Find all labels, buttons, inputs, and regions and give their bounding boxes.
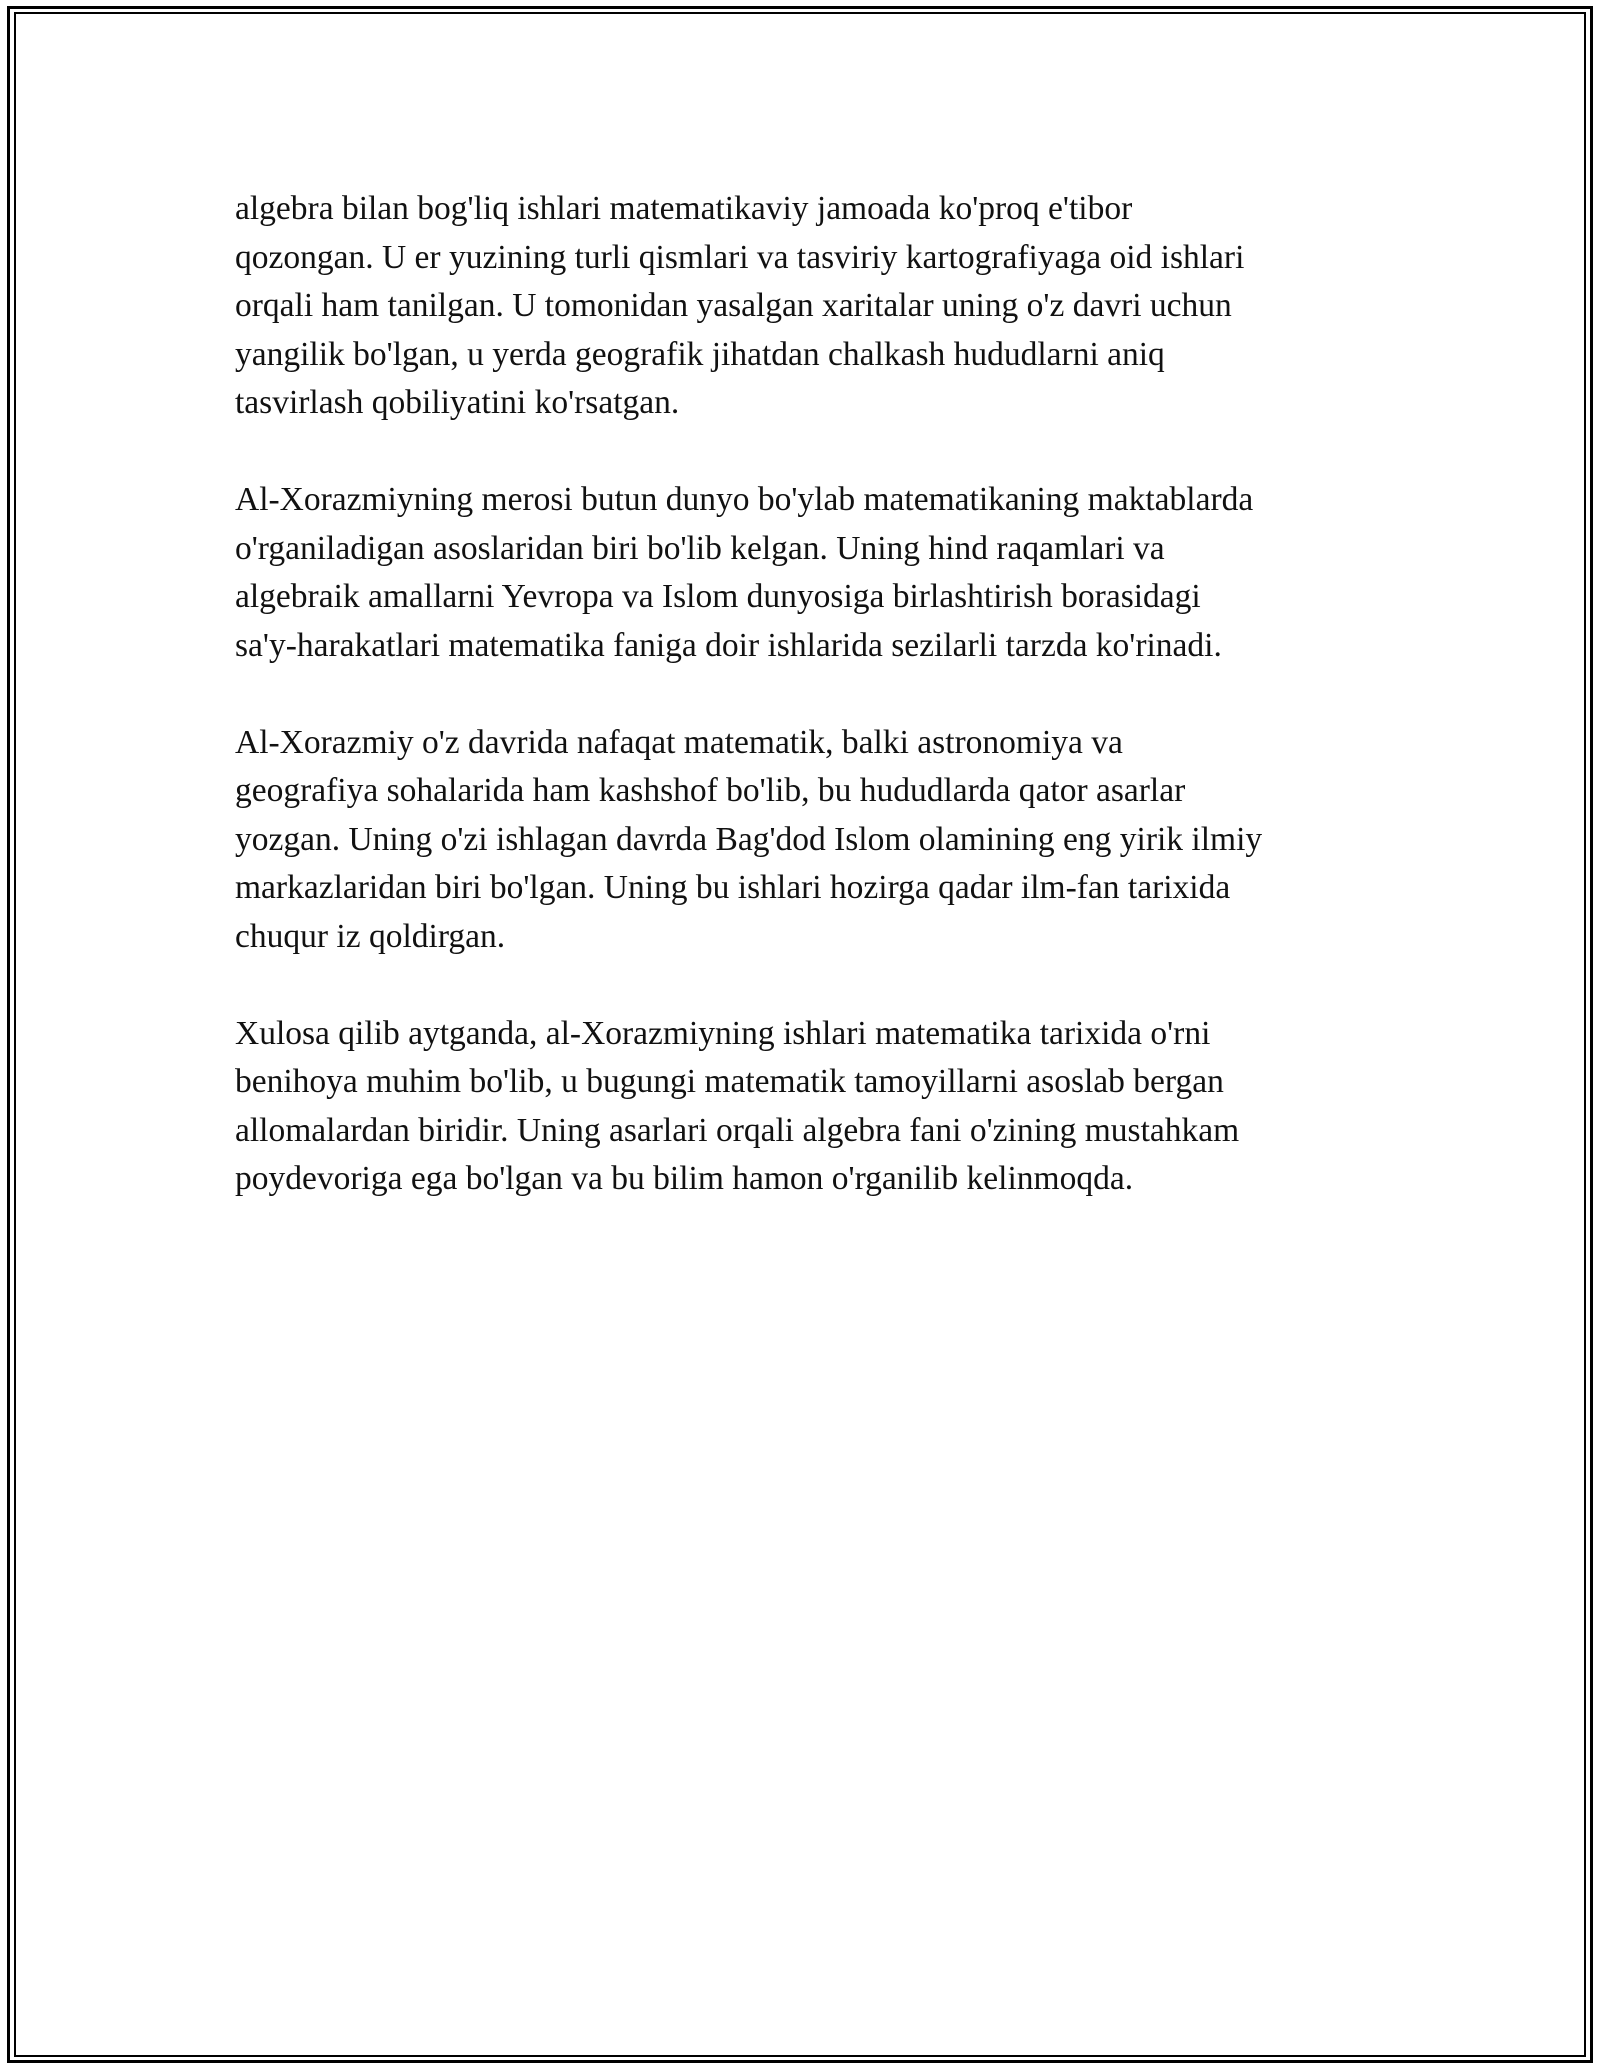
paragraph: Al-Xorazmiy o'z davrida nafaqat matematik, balki astronomiya va geografiya sohalarida ham kashshof bo'lib, bu hududlarda qator asarlar yozgan. Uning o'zi ishlagan davrda Bag'dod Islom olamining eng yirik ilmiy markazlaridan biri bo'lgan. Uning bu ishlari hozirga qadar ilm-fan tarixida chuqur iz qoldirgan. [235, 723, 1263, 955]
paragraph: algebra bilan bog'liq ishlari matematikaviy jamoada ko'proq e'tibor qozongan. U er yuzining turli qismlari va tasviriy kartografiyaga oid ishlari orqali ham tanilgan. U tomonidan yasalgan xaritalar uning o'z davri uchun yangilik bo'lgan, u yerda geografik jihatdan chalkash hududlarni aniq tasvirlash qobiliyatini ko'rsatgan. [235, 190, 1245, 421]
paragraph: Xulosa qilib aytganda, al-Xorazmiyning ishlari matematika tarixida o'rni benihoya muhim bo'lib, u bugungi matematik tamoyillarni asoslab bergan allomalardan biridir. Uning asarlari orqali algebra fani o'zining mustahkam poydevoriga ega bo'lgan va bu bilim hamon o'rganilib kelinmoqda. [235, 1014, 1240, 1197]
document-body [235, 185, 1375, 1252]
paragraph: Al-Xorazmiyning merosi butun dunyo bo'ylab matematikaning maktablarda o'rganiladigan asoslaridan biri bo'lib kelgan. Uning hind raqamlari va algebraik amallarni Yevropa va Islom dunyosiga birlashtirish borasidagi sa'y-harakatlari matematika faniga doir ishlarida sezilarli tarzda ko'rinadi. [235, 481, 1254, 664]
